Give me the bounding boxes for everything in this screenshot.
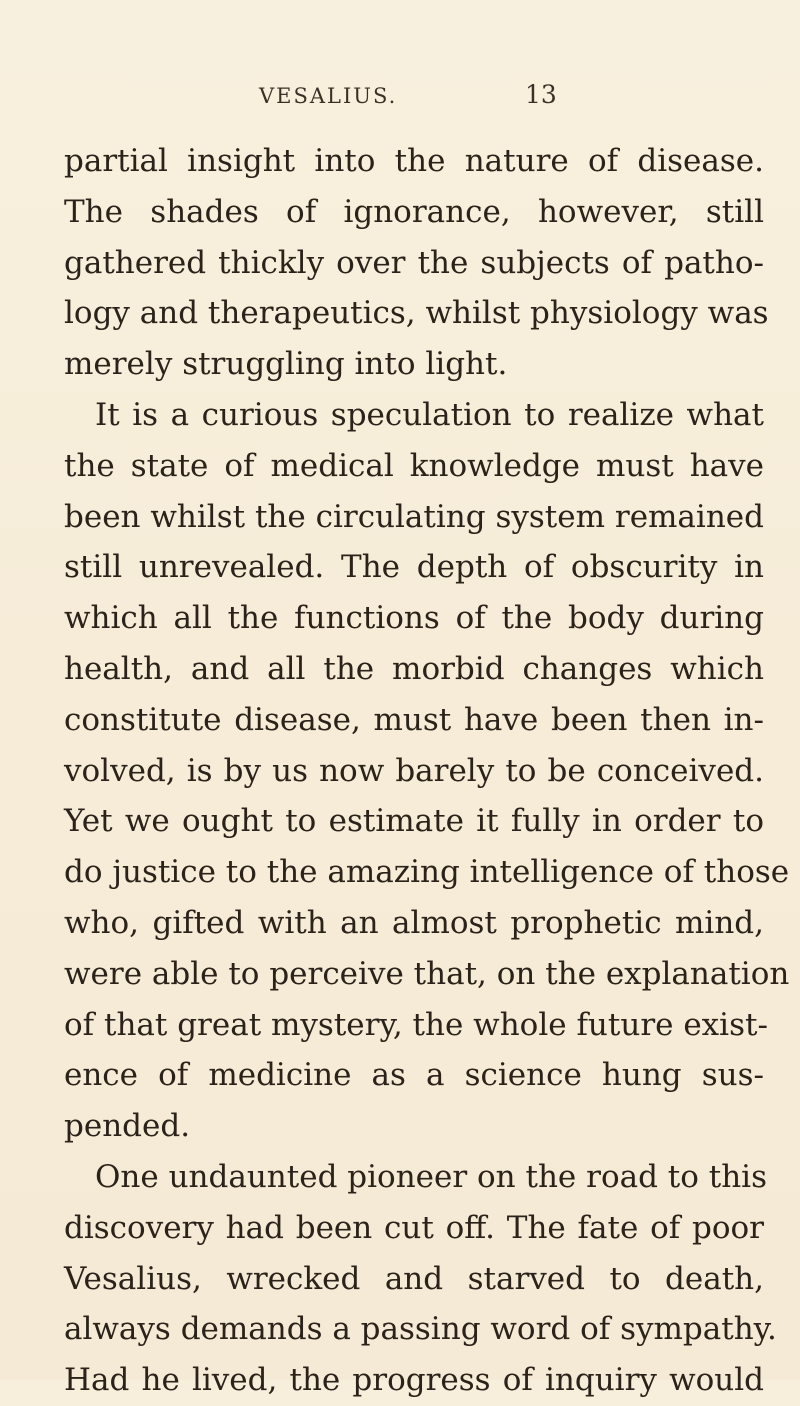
text-line: who, gifted with an almost prophetic mind, xyxy=(64,904,764,941)
text-line: One undaunted pioneer on the road to this xyxy=(95,1158,768,1195)
page-number: 13 xyxy=(525,80,557,109)
text-line: gathered thickly over the subjects of patho- xyxy=(64,244,764,281)
text-line: partial insight into the nature of disease. xyxy=(64,143,764,179)
text-line: pended. xyxy=(64,1108,191,1145)
text-line: still unrevealed. The depth of obscurity in xyxy=(64,549,764,586)
body-text xyxy=(64,136,790,1406)
text-line: discovery had been cut off. The fate of poor xyxy=(64,1209,764,1246)
text-line: Yet we ought to estimate it fully in order to xyxy=(64,803,764,840)
text-line: of that great mystery, the whole future exist- xyxy=(64,1006,768,1043)
text-line: do justice to the amazing intelligence of those xyxy=(64,854,790,891)
text-line: were able to perceive that, on the explanation xyxy=(64,955,790,992)
text-line: logy and therapeutics, whilst physiology was xyxy=(64,295,769,332)
text-line: always demands a passing word of sympathy. xyxy=(64,1311,777,1348)
text-line: merely struggling into light. xyxy=(64,346,508,383)
text-line: The shades of ignorance, however, still xyxy=(64,193,764,230)
text-line: the state of medical knowledge must have xyxy=(64,447,764,484)
running-title: VESALIUS. xyxy=(259,84,398,108)
text-line: constitute disease, must have been then in- xyxy=(64,701,764,738)
text-line: volved, is by us now barely to be conceived. xyxy=(64,752,764,789)
running-head xyxy=(0,78,800,118)
text-line: Had he lived, the progress of inquiry would xyxy=(64,1362,764,1399)
text-line: health, and all the morbid changes which xyxy=(64,650,764,687)
text-line: It is a curious speculation to realize what xyxy=(95,396,764,433)
text-line: ence of medicine as a science hung sus- xyxy=(64,1057,764,1094)
text-line: which all the functions of the body during xyxy=(64,600,764,637)
text-line: been whilst the circulating system remained xyxy=(64,498,764,535)
text-line: Vesalius, wrecked and starved to death, xyxy=(64,1260,764,1297)
